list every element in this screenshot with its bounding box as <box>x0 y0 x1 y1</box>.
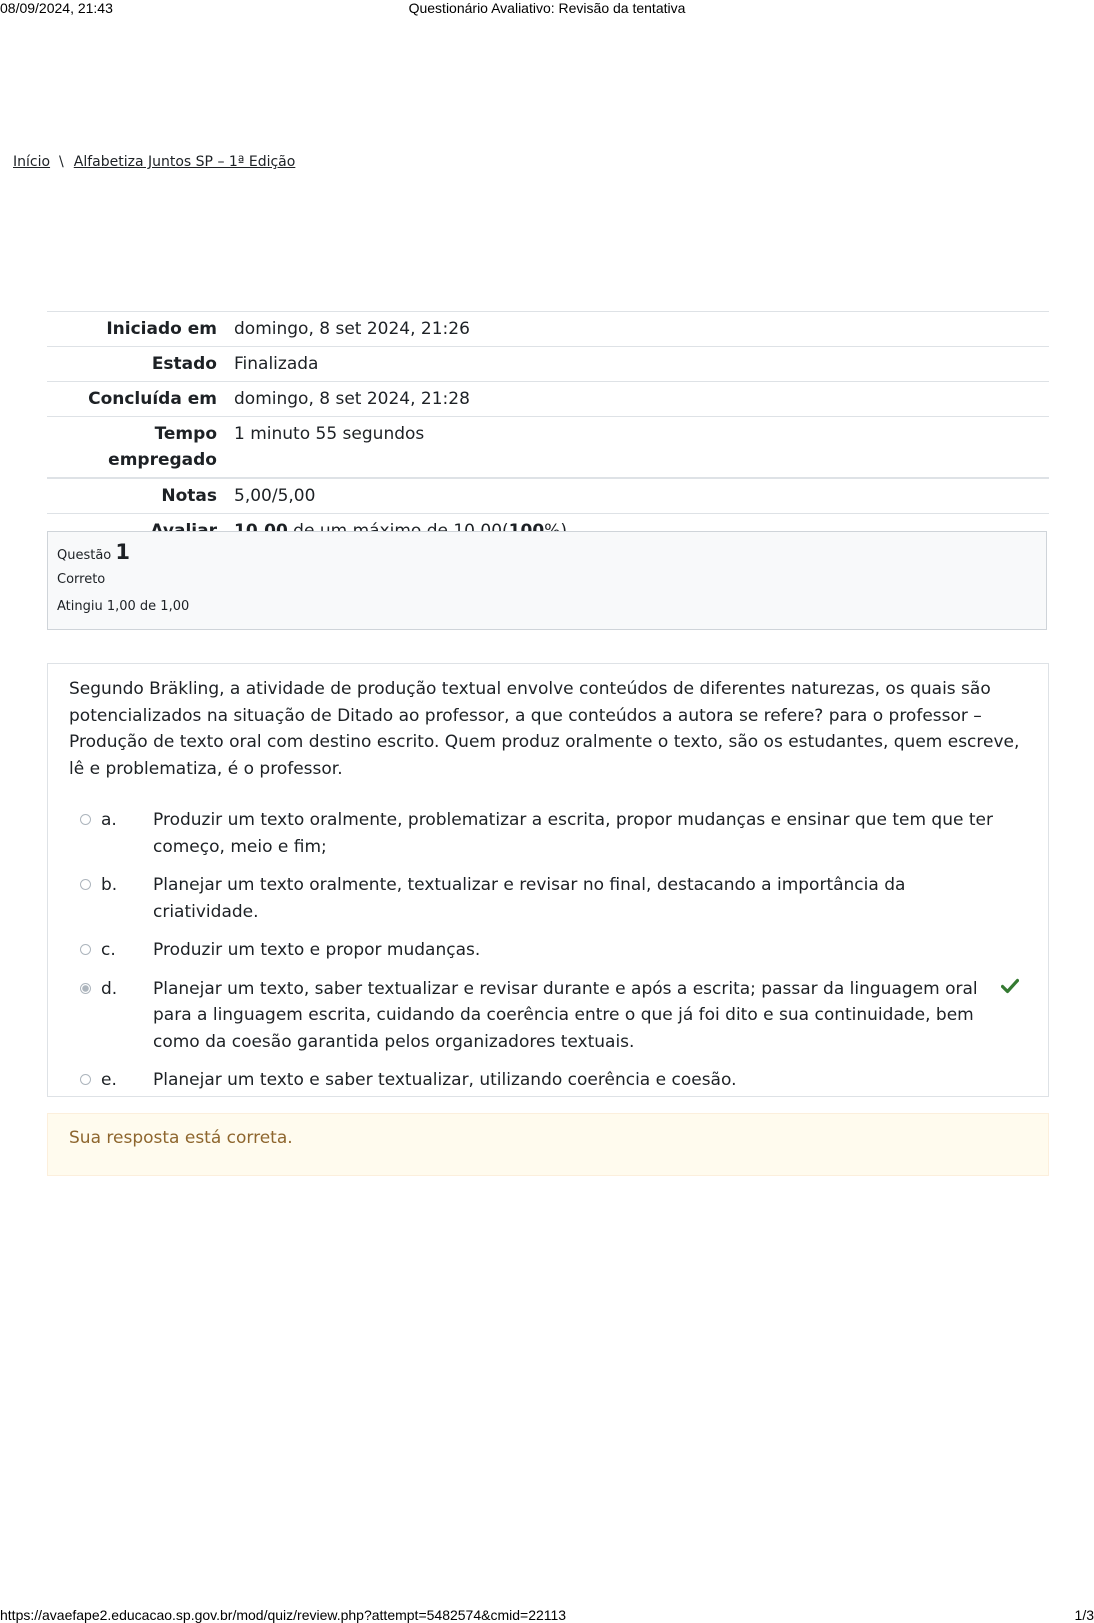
answer-option-d[interactable] <box>69 976 1027 1056</box>
summary-value: 1 minuto 55 segundos <box>234 424 425 444</box>
answer-option-e[interactable] <box>69 1067 1027 1094</box>
question-formulation <box>47 663 1049 1097</box>
answer-letter: a. <box>101 810 117 830</box>
breadcrumb-course-link[interactable]: Alfabetiza Juntos SP – 1ª Edição <box>73 154 296 170</box>
print-header <box>0 0 1094 18</box>
question-number <box>57 540 1037 564</box>
radio-button[interactable] <box>80 814 91 825</box>
attempt-summary-table <box>47 311 1049 548</box>
breadcrumb-home-link[interactable]: Início <box>13 154 51 170</box>
radio-button[interactable] <box>80 879 91 890</box>
summary-label: Tempo empregado <box>108 424 217 470</box>
summary-value: domingo, 8 set 2024, 21:28 <box>234 389 470 409</box>
breadcrumb-separator: \ <box>59 154 64 170</box>
check-icon <box>1001 978 1019 994</box>
print-url: https://avaefape2.educacao.sp.gov.br/mod/quiz/review.php?attempt=5482574&cmid=22113 <box>0 1607 567 1623</box>
print-page-number: 1/3 <box>1074 1607 1094 1623</box>
answer-letter: c. <box>101 940 116 960</box>
radio-button-checked[interactable] <box>80 983 91 994</box>
feedback-box <box>47 1113 1049 1176</box>
radio-button[interactable] <box>80 944 91 955</box>
summary-row <box>47 312 1049 347</box>
summary-row <box>47 417 1049 479</box>
summary-value: Finalizada <box>234 354 319 374</box>
answer-list <box>69 807 1027 1094</box>
summary-label: Estado <box>151 354 217 374</box>
question-state: Correto <box>57 572 106 587</box>
answer-text: Planejar um texto oralmente, textualizar e revisar no final, destacando a importância da criatividade. <box>153 875 906 922</box>
answer-text: Produzir um texto e propor mudanças. <box>153 940 481 960</box>
question-number-value: 1 <box>115 540 131 564</box>
answer-option-a[interactable] <box>69 807 1027 860</box>
answer-letter: e. <box>101 1070 117 1090</box>
print-title: Questionário Avaliativo: Revisão da tentativa <box>408 0 686 16</box>
question-label: Questão <box>57 548 112 563</box>
summary-row <box>47 478 1049 514</box>
summary-label: Notas <box>161 486 217 506</box>
summary-row <box>47 347 1049 382</box>
question-text: Segundo Bräkling, a atividade de produção textual envolve conteúdos de diferentes naturezas, os quais são potencializados na situação de Ditado ao professor, a que conteúdos a autora se refere? para o professor – Produção de texto oral com destino escrito. Quem produz oralmente o texto, são os estudantes, quem escreve, lê e problematiza, é o professor. <box>69 679 1020 779</box>
feedback-text: Sua resposta está correta. <box>69 1128 293 1148</box>
answer-text: Planejar um texto, saber textualizar e revisar durante e após a escrita; passar da linguagem oral para a linguagem escrita, cuidando da coerência entre o que já foi dito e sua continuidade, bem como da coesão garantida pelos organizadores textuais. <box>153 978 978 1052</box>
summary-label: Iniciado em <box>106 319 217 339</box>
answer-option-c[interactable] <box>69 937 1027 964</box>
print-date: 08/09/2024, 21:43 <box>0 0 113 16</box>
answer-letter: b. <box>101 875 118 895</box>
print-footer <box>0 1605 1094 1623</box>
radio-button[interactable] <box>80 1074 91 1085</box>
answer-option-b[interactable] <box>69 872 1027 925</box>
summary-value: 5,00/5,00 <box>234 486 316 506</box>
question-info <box>47 531 1047 630</box>
summary-value: domingo, 8 set 2024, 21:26 <box>234 319 470 339</box>
summary-label: Concluída em <box>88 389 217 409</box>
question-grade: Atingiu 1,00 de 1,00 <box>57 599 190 614</box>
summary-row <box>47 382 1049 417</box>
breadcrumb <box>13 154 295 170</box>
answer-letter: d. <box>101 978 118 999</box>
answer-text: Produzir um texto oralmente, problematizar a escrita, propor mudanças e ensinar que tem que ter começo, meio e fim; <box>153 810 993 857</box>
answer-text: Planejar um texto e saber textualizar, utilizando coerência e coesão. <box>153 1070 737 1090</box>
